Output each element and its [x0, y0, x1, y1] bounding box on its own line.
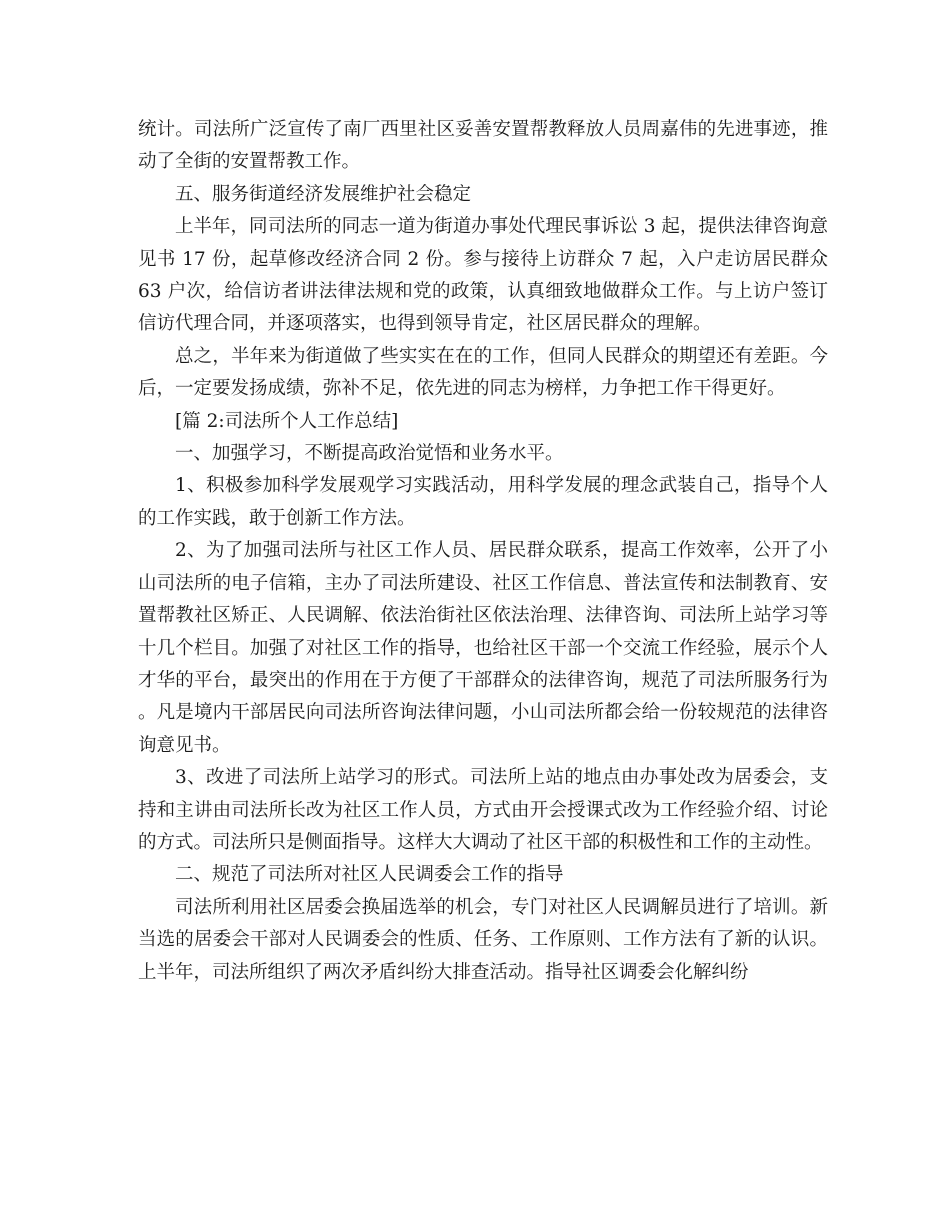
paragraph-continuation: 统计。司法所广泛宣传了南厂西里社区妥善安置帮教释放人员周嘉伟的先进事迹，推动了全街的安置帮教工作。 — [138, 119, 828, 173]
paragraph-summary: 总之，半年来为街道做了些实实在在的工作，但同人民群众的期望还有差距。今后，一定要发扬成绩，弥补不足，依先进的同志为榜样，力争把工作干得更好。 — [138, 345, 828, 400]
document-body — [138, 114, 828, 989]
paragraph-first-half-year: 上半年，同司法所的同志一道为街道办事处代理民事诉讼 3 起，提供法律咨询意见书 17 份，起草修改经济合同 2 份。参与接待上访群众 7 起，入户走访居民群众 63 户次，给信访者讲法律法规和党的政策，认真细致地做群众工作。与上访户签订信访代理合同，并逐项落实，也得到领导肯定，社区居民群众的理解。 — [138, 216, 828, 335]
paragraph-mediation: 司法所利用社区居委会换届选举的机会，专门对社区人民调解员进行了培训。新当选的居委会干部对人民调委会的性质、任务、工作原则、工作方法有了新的认识。上半年，司法所组织了两次矛盾纠纷大排查活动。指导社区调委会化解纠纷 — [138, 896, 828, 983]
section-heading-one: 一、加强学习，不断提高政治觉悟和业务水平。 — [175, 443, 564, 465]
list-item-1: 1、积极参加科学发展观学习实践活动，用科学发展的理念武装自己，指导个人的工作实践，敢于创新工作方法。 — [138, 475, 828, 529]
list-item-3: 3、改进了司法所上站学习的形式。司法所上站的地点由办事处改为居委会，支持和主讲由司法所长改为社区工作人员，方式由开会授课式改为工作经验介绍、讨论的方式。司法所只是侧面指导。这样大大调动了社区干部的积极性和工作的主动性。 — [138, 767, 828, 853]
article-title: [篇 2:司法所个人工作总结] — [175, 410, 399, 432]
list-item-2: 2、为了加强司法所与社区工作人员、居民群众联系，提高工作效率，公开了小山司法所的电子信箱，主办了司法所建设、社区工作信息、普法宣传和法制教育、安置帮教社区矫正、人民调解、依法治街社区依法治理、法律咨询、司法所上站学习等十几个栏目。加强了对社区工作的指导，也给社区干部一个交流工作经验，展示个人才华的平台，最突出的作用在于方便了干部群众的法律咨询，规范了司法所服务行为。凡是境内干部居民向司法所咨询法律问题，小山司法所都会给一份较规范的法律咨询意见书。 — [138, 540, 828, 756]
section-heading-five: 五、服务街道经济发展维护社会稳定 — [175, 183, 472, 205]
section-heading-two: 二、规范了司法所对社区人民调委会工作的指导 — [175, 864, 564, 886]
